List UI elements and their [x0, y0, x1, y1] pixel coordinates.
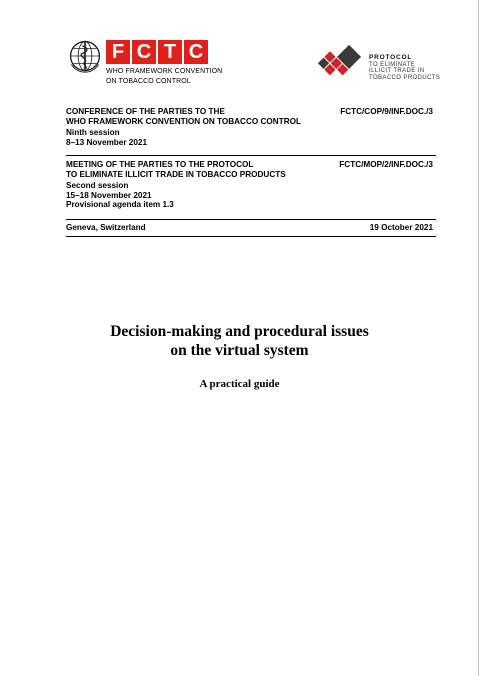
- cop-session: Ninth session: [66, 128, 120, 138]
- divider: [66, 155, 436, 156]
- mop-reference: FCTC/MOP/2/INF.DOC./3: [339, 160, 433, 169]
- protocol-logo-icon: [310, 36, 364, 92]
- cop-block: [66, 107, 301, 147]
- mop-block: [66, 160, 286, 210]
- fctc-subtitle-line: WHO FRAMEWORK CONVENTION: [106, 68, 223, 75]
- place: Geneva, Switzerland: [66, 223, 146, 232]
- protocol-logo-line: TOBACCO PRODUCTS: [369, 74, 441, 81]
- mop-session: Second session: [66, 181, 129, 191]
- mop-agenda-item: Provisional agenda item 1.3: [66, 200, 174, 210]
- fctc-subtitle: [106, 67, 222, 87]
- document-title: [0, 322, 479, 360]
- cop-reference: FCTC/COP/9/INF.DOC./3: [340, 107, 433, 116]
- protocol-logo-line: ILLICIT TRADE IN: [369, 68, 425, 74]
- protocol-logo-line: TO ELIMINATE: [369, 61, 415, 68]
- fctc-letter: T: [158, 40, 182, 64]
- divider: [66, 219, 436, 220]
- document-subtitle: A practical guide: [199, 378, 280, 390]
- protocol-logo-text: [369, 55, 440, 81]
- protocol-logo-line: PROTOCOL: [369, 54, 413, 61]
- document-date: 19 October 2021: [369, 223, 433, 232]
- cop-title-line: WHO FRAMEWORK CONVENTION ON TOBACCO CONTROL: [66, 116, 301, 126]
- mop-dates: 15–18 November 2021: [66, 190, 152, 200]
- fctc-logo: [106, 40, 208, 64]
- fctc-letter: C: [132, 40, 156, 64]
- cop-dates: 8–13 November 2021: [66, 137, 148, 147]
- document-title-line: on the virtual system: [170, 342, 309, 359]
- cop-title-line: CONFERENCE OF THE PARTIES TO THE: [66, 107, 225, 116]
- fctc-letter: C: [184, 40, 208, 64]
- fctc-letter: F: [106, 40, 130, 64]
- divider: [66, 236, 436, 237]
- document-title-line: Decision-making and procedural issues: [110, 323, 369, 340]
- fctc-subtitle-line: ON TOBACCO CONTROL: [106, 78, 191, 85]
- who-emblem-icon: [68, 39, 102, 73]
- mop-title-line: MEETING OF THE PARTIES TO THE PROTOCOL: [66, 160, 254, 169]
- mop-title-line: TO ELIMINATE ILLICIT TRADE IN TOBACCO PRODUCTS: [66, 169, 286, 179]
